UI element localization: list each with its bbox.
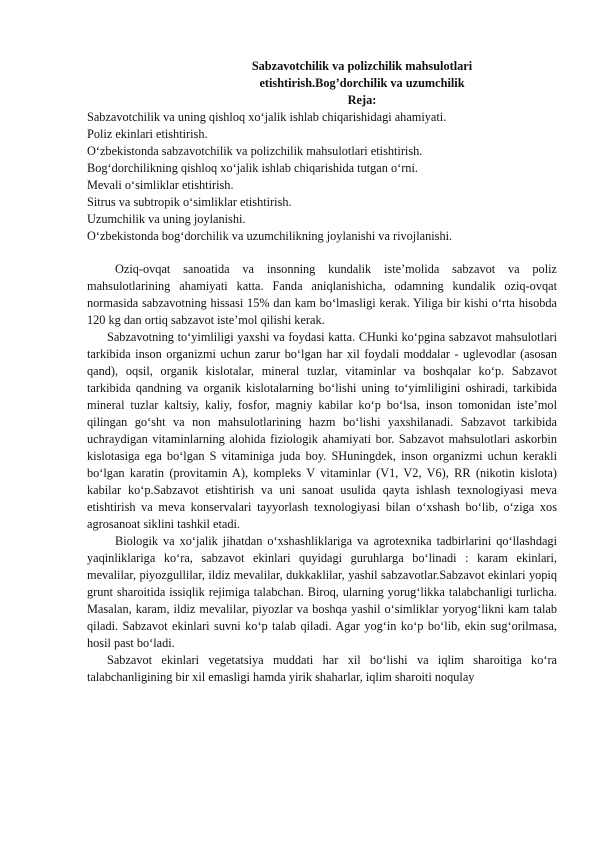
- plan-item: Uzumchilik va uning joylanishi.: [87, 212, 246, 226]
- plan-item: Poliz ekinlari etishtirish.: [87, 127, 208, 141]
- body-paragraph: Sabzavotning to‘yimliligi yaxshi va foydasi katta. CHunki ko‘pgina sabzavot mahsulotlari tarkibida inson organizmi uchun zarur bo‘lgan har xil foydali moddalar - uglevodlar (asosan qand), oqsil, organik kislotalar, mineral tuzlar, vitaminlar va boshqalar ko‘p. Sabzavot tarkibida qandning va organik kislotalarning bo‘lishi uning to‘yimliligini oshiradi, tarkibida mineral tuzlar kaltsiy, kaliy, fosfor, magniy kabilar ko‘p bo‘lsa, inson tomonidan iste’mol qilingan go‘sht va non mahsulotlarining hazm bo‘lishi yaxshilanadi. Sabzavot tarkibida uchraydigan vitaminlarning alohida fiziologik ahamiyati bor. Sabzavot mahsulotlari askorbin kislotasiga ega bo‘lgan S vitaminiga juda boy. SHuningdek, inson organizmi uchun kerakli bo‘lgan karatin (provitamin A), kompleks V vitaminlar (V1, V2, V6), RR (nikotin kislota) kabilar ko‘p.Sabzavot etishtirish va uni sanoat usulida qayta ishlash texnologiyasi meva etishtirish va meva konservalari tayyorlash texnologiyasi bilan o‘xshash bo‘lib, o‘ziga xos agrosanoat siklini tashkil etadi.: [87, 330, 557, 531]
- plan-item: Sitrus va subtropik o‘simliklar etishtirish.: [87, 195, 292, 209]
- plan-heading: Reja:: [347, 93, 377, 107]
- plan-item: Sabzavotchilik va uning qishloq xo‘jalik ishlab chiqarishidagi ahamiyati.: [87, 110, 447, 124]
- document-page: [87, 58, 557, 686]
- body-paragraph: Sabzavot ekinlari vegetatsiya muddati har xil bo‘lishi va iqlim sharoitiga ko‘ra talabchanligining bir xil emasligi hamda yirik shaharlar, iqlim sharoiti noqulay: [87, 653, 557, 684]
- plan-item: Bog‘dorchilikning qishloq xo‘jalik ishlab chiqarishida tutgan o‘rni.: [87, 161, 418, 175]
- body-paragraph: Biologik va xo‘jalik jihatdan o‘xshashliklariga va agrotexnika tadbirlarini qo‘llashdagi yaqinliklariga ko‘ra, sabzavot ekinlari quyidagi guruhlarga bo‘linadi : karam ekinlari, mevalilar, piyozgullilar, ildiz mevalilar, dukkaklilar, yashil sabzavotlar.Sabzavot ekinlari yopiq grunt sharoitida issiqlik rejimiga talabchan. Biroq, ularning yorug‘likka talabchanligi turlicha. Masalan, karam, ildiz mevalilar, piyozlar va boshqa yashil o‘simliklar yoryog‘likni kam talab qiladi. Sabzavot ekinlari suvni ko‘p talab qiladi. Agar yog‘in ko‘p bo‘lib, ekin sug‘orilmasa, hosil past bo‘ladi.: [87, 534, 557, 650]
- section-spacer: [87, 245, 557, 261]
- plan-item: Mevali o‘simliklar etishtirish.: [87, 178, 234, 192]
- plan-item: O‘zbekistonda bog‘dorchilik va uzumchilikning joylanishi va rivojlanishi.: [87, 229, 453, 243]
- plan-list: [87, 109, 557, 245]
- title-line-2: etishtirish.Bog’dorchilik va uzumchilik: [259, 76, 465, 90]
- title-line-1: Sabzavotchilik va polizchilik mahsulotlari: [251, 59, 473, 73]
- plan-item: O‘zbekistonda sabzavotchilik va polizchilik mahsulotlari etishtirish.: [87, 144, 423, 158]
- document-title: [87, 58, 557, 92]
- body-paragraph: Oziq-ovqat sanoatida va insonning kundalik iste’molida sabzavot va poliz mahsulotlarining ahamiyati katta. Fanda aniqlanishicha, odamning kundalik oziq-ovqat normasida sabzavotning hissasi 15% dan kam bo‘lmasligi kerak. Yiliga bir kishi o‘rta hisobda 120 kg dan ortiq sabzavot iste’mol qilishi kerak.: [87, 262, 557, 327]
